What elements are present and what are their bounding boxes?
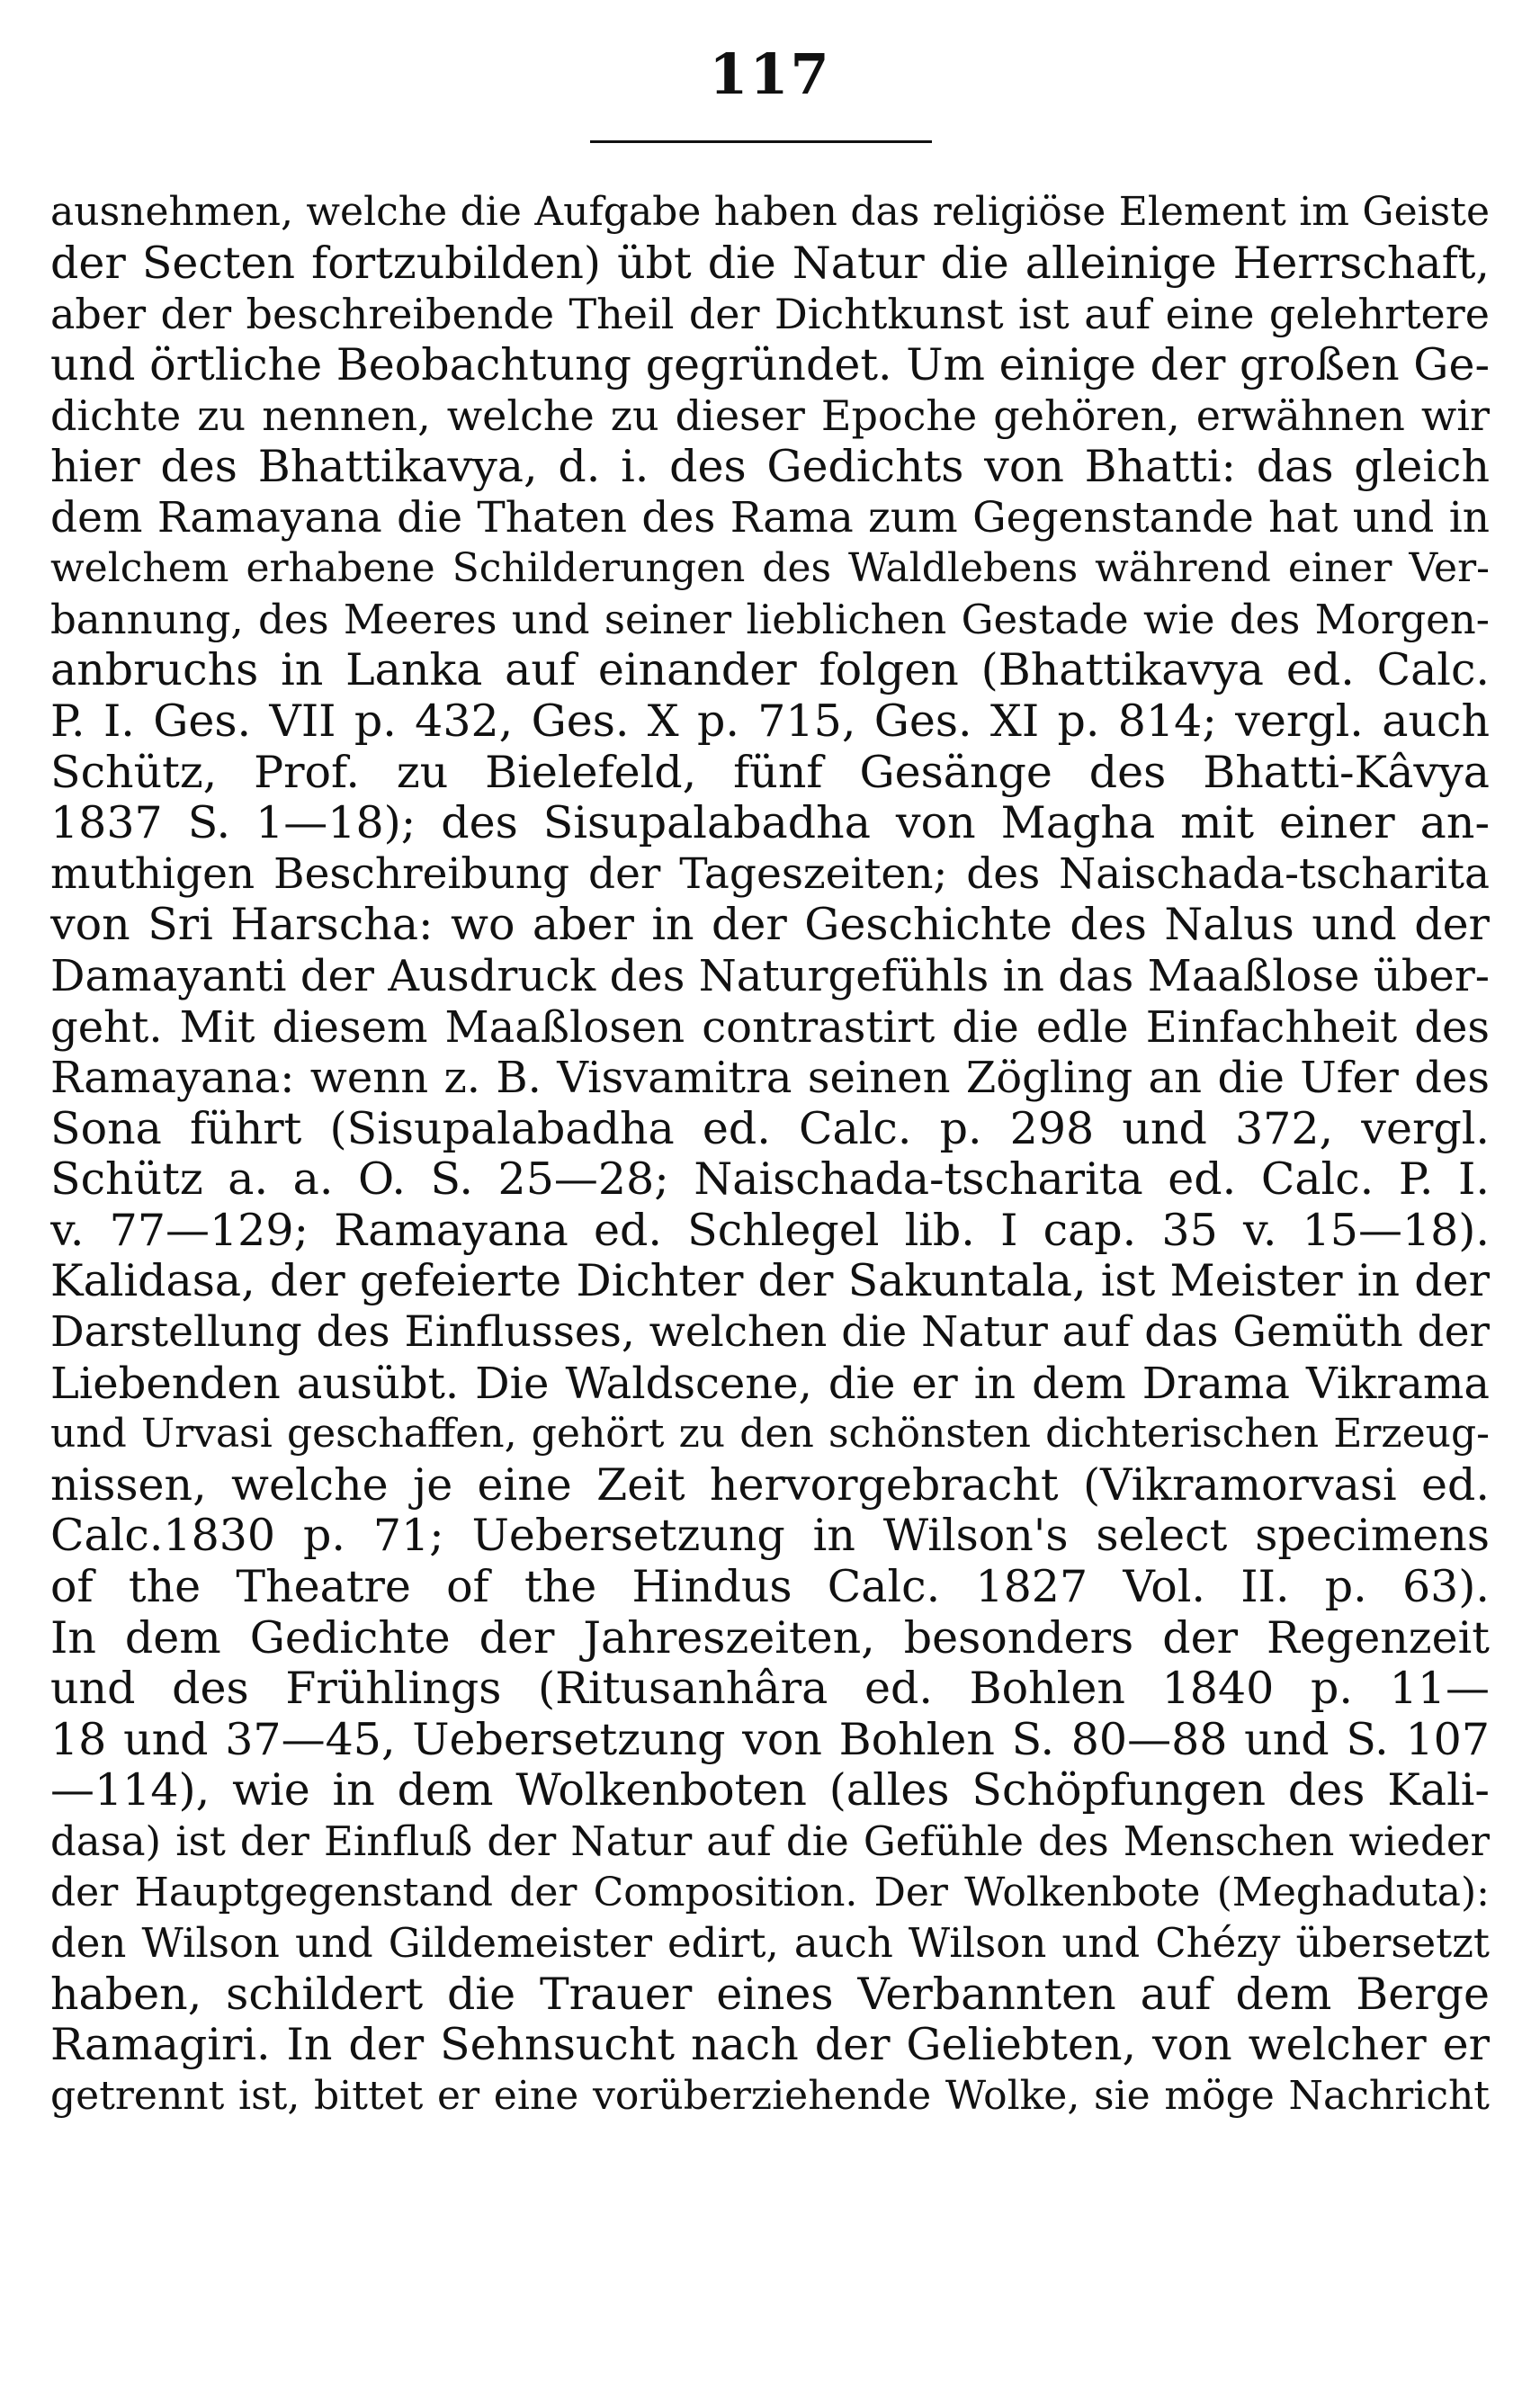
text-line: Ramagiri. In der Sehnsucht nach der Geliebten, von welcher er — [50, 2020, 1490, 2071]
text-line: Ramayana: wenn z. B. Visvamitra seinen Zögling an die Ufer des — [50, 1053, 1490, 1104]
text-line: der Hauptgegenstand der Composition. Der Wolkenbote (Meghaduta): — [50, 1869, 1490, 1915]
text-line: welchem erhabene Schilderungen des Waldlebens während einer Ver- — [50, 545, 1490, 592]
header-rule — [590, 140, 932, 143]
text-line: —114), wie in dem Wolkenboten (alles Schöpfungen des Kali- — [50, 1765, 1490, 1816]
text-line: Calc.1830 p. 71; Uebersetzung in Wilson's select specimens — [50, 1511, 1490, 1562]
text-line: Kalidasa, der gefeierte Dichter der Sakuntala, ist Meister in der — [50, 1256, 1490, 1307]
text-line: Sona führt (Sisupalabadha ed. Calc. p. 298 und 372, vergl. — [50, 1103, 1490, 1154]
text-line: 18 und 37—45, Uebersetzung von Bohlen S. 80—88 und S. 107 — [50, 1714, 1490, 1765]
text-line: und Urvasi geschaffen, gehört zu den schönsten dichterischen Erzeug- — [50, 1411, 1490, 1458]
text-line: und örtliche Beobachtung gegründet. Um einige der großen Ge- — [50, 339, 1490, 390]
text-line: bannung, des Meeres und seiner lieblichen Gestade wie des Morgen- — [50, 595, 1490, 643]
text-line: den Wilson und Gildemeister edirt, auch Wilson und Chézy übersetzt — [50, 1919, 1490, 1968]
text-line: v. 77—129; Ramayana ed. Schlegel lib. I cap. 35 v. 15—18). — [50, 1205, 1490, 1256]
text-line: 1837 S. 1—18); des Sisupalabadha von Magha mit einer an- — [50, 798, 1490, 849]
text-line: In dem Gedichte der Jahreszeiten, besonders der Regenzeit — [50, 1612, 1490, 1664]
text-line: Damayanti der Ausdruck des Naturgefühls in das Maaßlose über- — [50, 950, 1490, 1001]
text-line: und des Frühlings (Ritusanhâra ed. Bohlen 1840 p. 11— — [50, 1664, 1490, 1715]
text-line: dichte zu nennen, welche zu dieser Epoche gehören, erwähnen wir — [50, 391, 1490, 441]
text-line: nissen, welche je eine Zeit hervorgebracht (Vikramorvasi ed. — [50, 1459, 1490, 1511]
text-line: anbruchs in Lanka auf einander folgen (Bhattikavya ed. Calc. — [50, 645, 1490, 696]
page-number: 117 — [709, 41, 831, 107]
text-line: Schütz, Prof. zu Bielefeld, fünf Gesänge des Bhatti-Kâvya — [50, 747, 1490, 798]
text-line: P. I. Ges. VII p. 432, Ges. X p. 715, Ges. XI p. 814; vergl. auch — [50, 695, 1490, 747]
text-line: dasa) ist der Einfluß der Natur auf die Gefühle des Menschen wieder — [50, 1817, 1490, 1865]
text-line: hier des Bhattikavya, d. i. des Gedichts von Bhatti: das gleich — [50, 441, 1490, 492]
text-line: of the Theatre of the Hindus Calc. 1827 Vol. II. p. 63). — [50, 1562, 1490, 1613]
text-line: von Sri Harscha: wo aber in der Geschichte des Nalus und der — [50, 900, 1490, 951]
text-line: geht. Mit diesem Maaßlosen contrastirt die edle Einfachheit des — [50, 1001, 1490, 1053]
text-line: dem Ramayana die Thaten des Rama zum Gegenstande hat und in — [50, 492, 1490, 543]
text-line: Schütz a. a. O. S. 25—28; Naischada-tscharita ed. Calc. P. I. — [50, 1154, 1490, 1206]
text-line: Darstellung des Einflusses, welchen die Natur auf das Gemüth der — [50, 1307, 1490, 1358]
text-line: Liebenden ausübt. Die Waldscene, die er in dem Drama Vikrama — [50, 1358, 1490, 1409]
text-line: aber der beschreibende Theil der Dichtkunst ist auf eine gelehrtere — [50, 290, 1490, 339]
text-line: ausnehmen, welche die Aufgabe haben das religiöse Element im Geiste — [50, 189, 1490, 235]
text-line: getrennt ist, bittet er eine vorüberziehende Wolke, sie möge Nachricht — [50, 2072, 1490, 2119]
body-text — [50, 187, 1490, 2122]
text-line: haben, schildert die Trauer eines Verbannten auf dem Berge — [50, 1969, 1490, 2020]
text-line: muthigen Beschreibung der Tageszeiten; des Naischada-tscharita — [50, 848, 1490, 899]
text-line: der Secten fortzubilden) übt die Natur die alleinige Herrschaft, — [50, 238, 1490, 289]
